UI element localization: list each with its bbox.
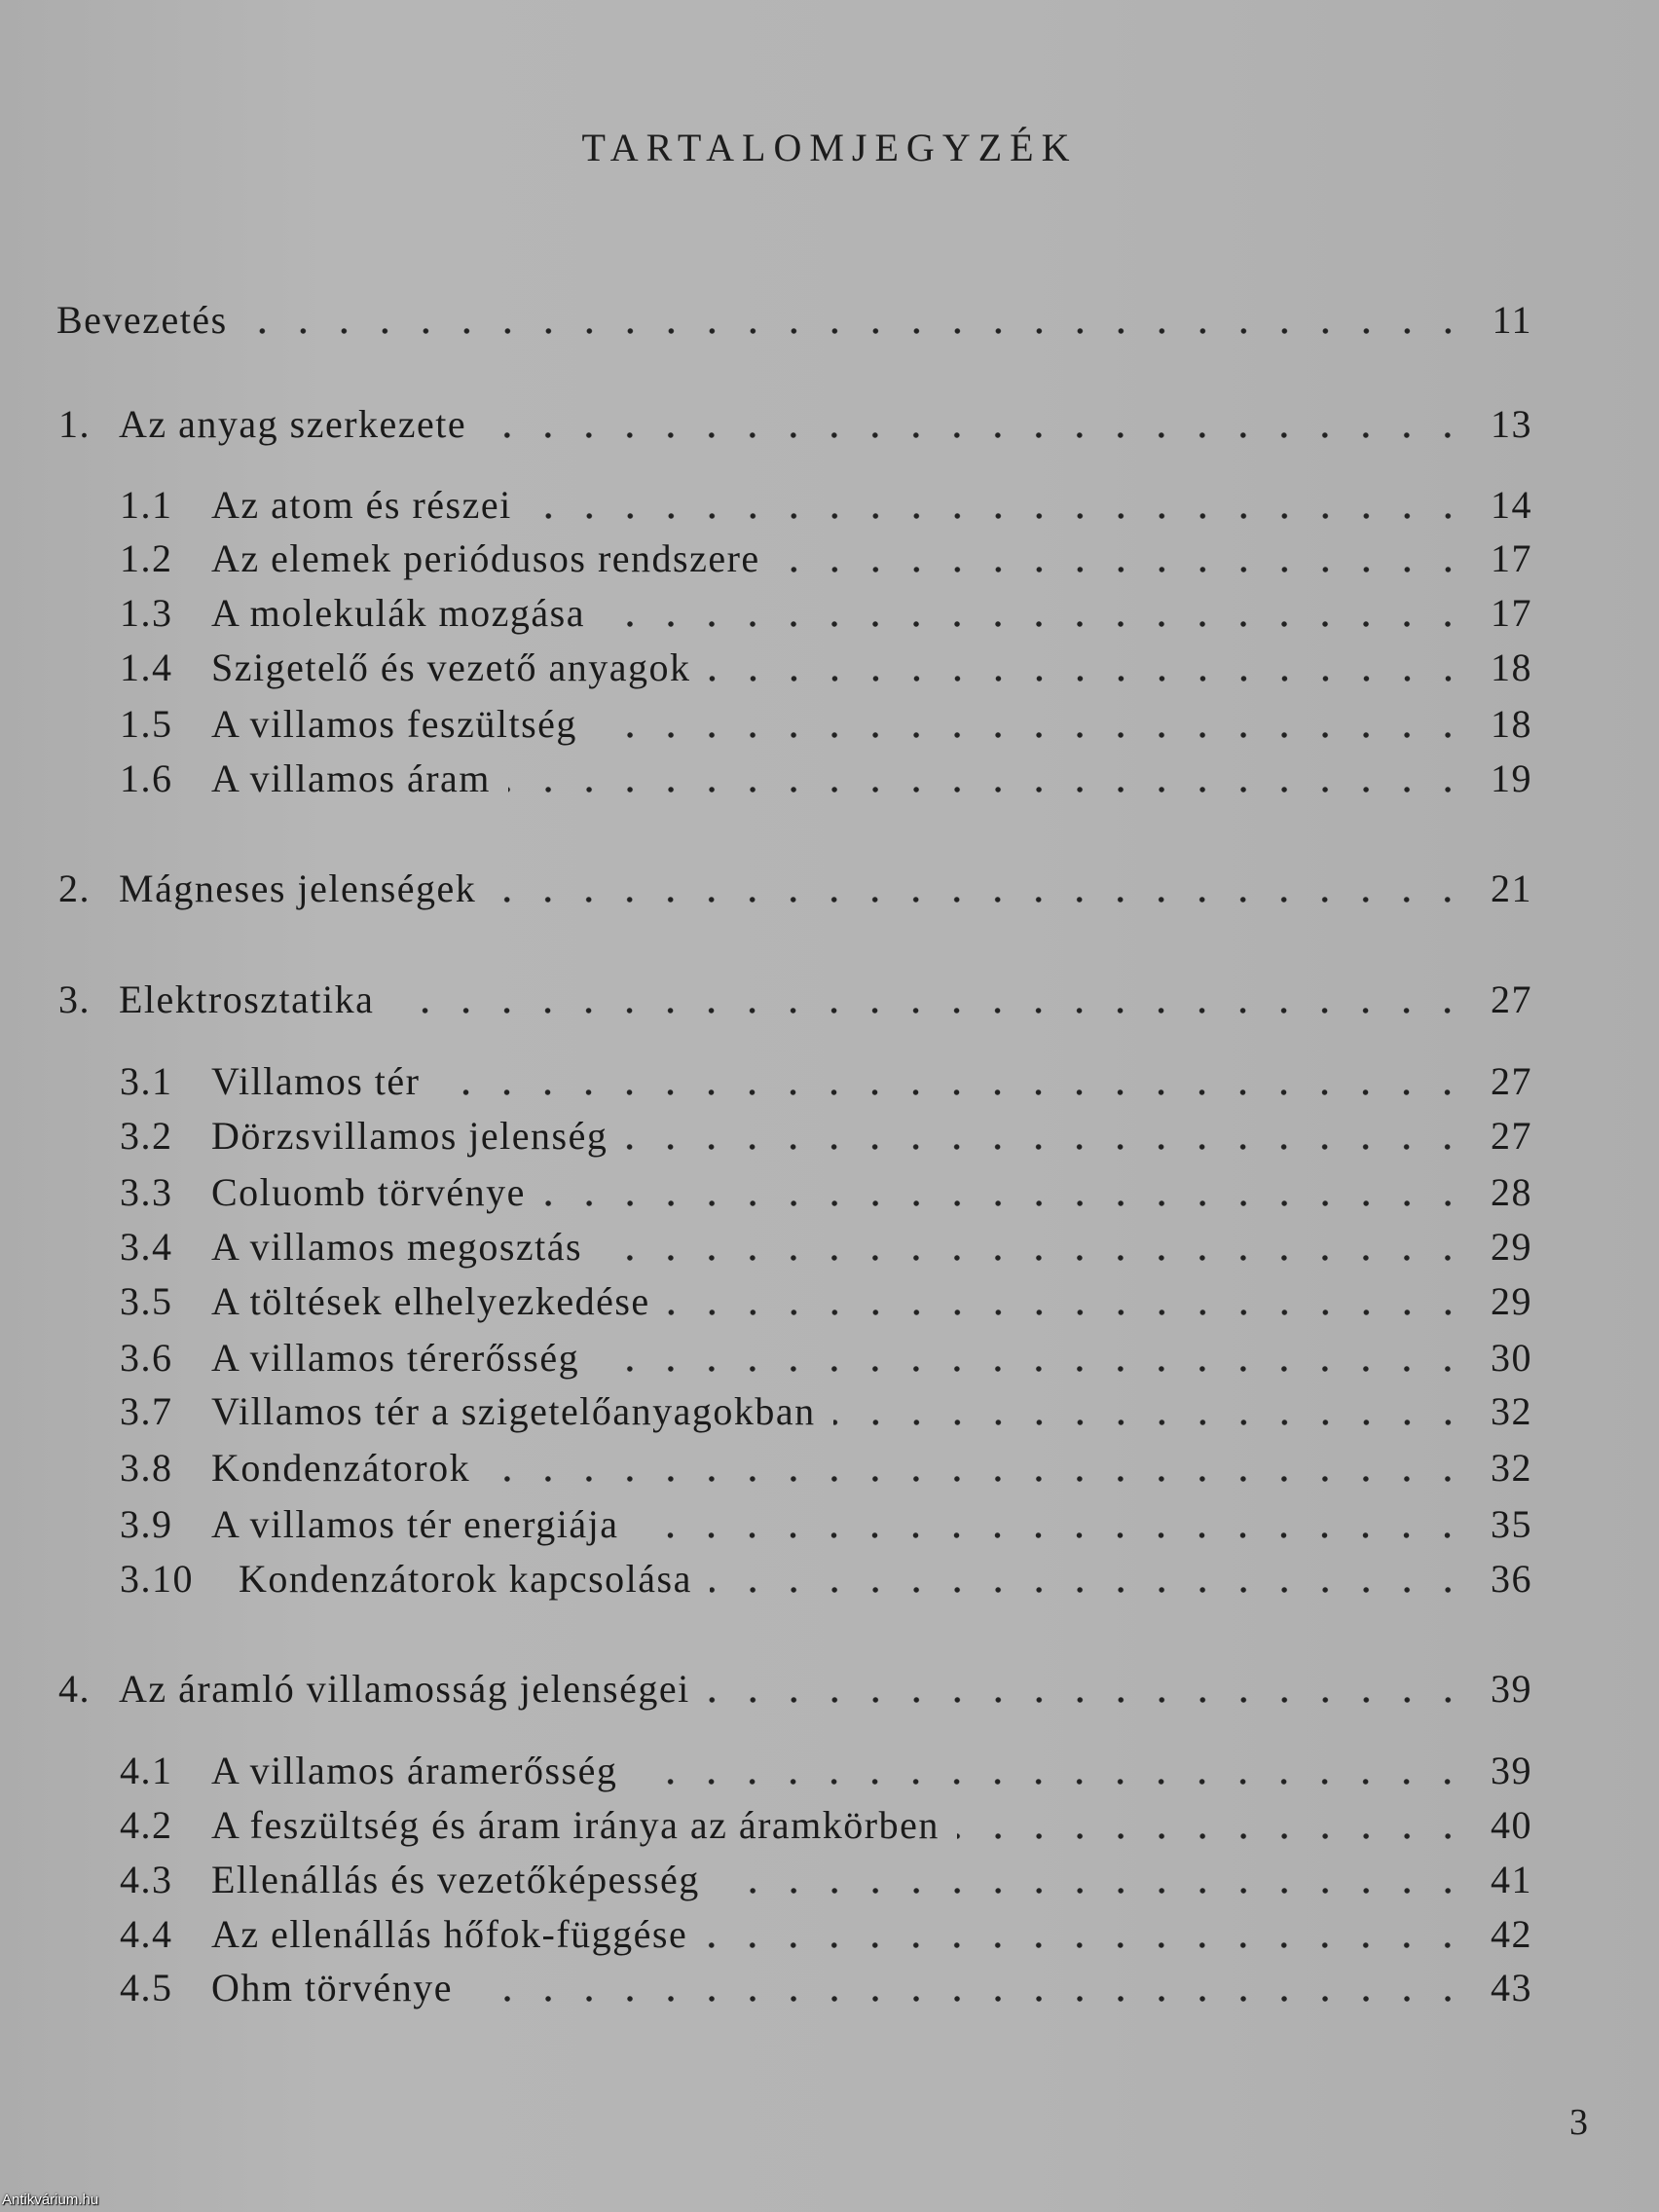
entry-number: 3.5 bbox=[120, 1279, 173, 1323]
entry-number: 1.5 bbox=[120, 702, 173, 746]
entry-number: 3.6 bbox=[120, 1336, 173, 1380]
toc-entry bbox=[120, 1857, 1532, 1907]
entry-title: Kondenzátorok kapcsolása bbox=[239, 1557, 692, 1601]
dot-leader bbox=[543, 1198, 1468, 1208]
dot-leader bbox=[470, 1994, 1468, 2004]
entry-number: 1.2 bbox=[120, 536, 173, 580]
entry-page: 11 bbox=[1492, 298, 1532, 342]
toc-entry bbox=[58, 977, 1532, 1027]
toc-entry bbox=[120, 756, 1532, 806]
entry-page: 32 bbox=[1491, 1446, 1532, 1490]
entry-page: 40 bbox=[1491, 1803, 1532, 1847]
entry-title: Villamos tér a szigetelőanyagokban bbox=[211, 1389, 816, 1433]
entry-title: Az elemek periódusos rendszere bbox=[211, 536, 760, 580]
entry-title: A töltések elhelyezkedése bbox=[211, 1279, 650, 1323]
toc-entry bbox=[120, 1113, 1532, 1163]
entry-page: 32 bbox=[1491, 1389, 1532, 1433]
toc-entry bbox=[120, 645, 1532, 695]
dot-leader bbox=[597, 1364, 1468, 1374]
dot-leader bbox=[245, 326, 1468, 336]
toc-entry bbox=[120, 590, 1532, 641]
entry-title: Ellenállás és vezetőképesség bbox=[211, 1858, 700, 1901]
entry-page: 39 bbox=[1491, 1749, 1532, 1792]
dot-leader bbox=[391, 1006, 1468, 1015]
toc-entry bbox=[120, 1911, 1532, 1962]
entry-title: A villamos tér energiája bbox=[211, 1502, 619, 1546]
toc-entry bbox=[56, 297, 1532, 348]
entry-title: Elektrosztatika bbox=[119, 977, 375, 1021]
toc-entry bbox=[120, 1748, 1532, 1798]
toc-entry bbox=[120, 1224, 1532, 1274]
dot-leader bbox=[595, 730, 1468, 740]
dot-leader bbox=[488, 1474, 1468, 1484]
toc-entry bbox=[120, 482, 1532, 533]
toc-entry bbox=[120, 1388, 1532, 1439]
toc-entry bbox=[58, 866, 1532, 916]
entry-page: 28 bbox=[1491, 1170, 1532, 1214]
dot-leader bbox=[668, 1308, 1468, 1317]
dot-leader bbox=[778, 565, 1468, 574]
page-number: 3 bbox=[1569, 2102, 1588, 2143]
entry-number: 4.3 bbox=[120, 1858, 173, 1901]
entry-page: 19 bbox=[1491, 756, 1532, 800]
entry-title: Az ellenállás hőfok-függése bbox=[211, 1912, 688, 1956]
entry-number: 1.6 bbox=[120, 756, 173, 800]
entry-page: 35 bbox=[1491, 1502, 1532, 1546]
dot-leader bbox=[625, 1142, 1468, 1152]
dot-leader bbox=[636, 1530, 1468, 1540]
entry-number: 1.3 bbox=[120, 591, 173, 635]
entry-page: 27 bbox=[1491, 977, 1532, 1021]
watermark: Antikvárium.hu bbox=[2, 2192, 99, 2208]
entry-number: 1.4 bbox=[120, 645, 173, 689]
toc-entry bbox=[58, 1666, 1532, 1716]
entry-page: 17 bbox=[1491, 536, 1532, 580]
entry-page: 14 bbox=[1491, 483, 1532, 527]
entry-page: 30 bbox=[1491, 1336, 1532, 1380]
entry-page: 29 bbox=[1491, 1279, 1532, 1323]
entry-title: A molekulák mozgása bbox=[211, 591, 585, 635]
dot-leader bbox=[705, 1940, 1468, 1950]
entry-page: 42 bbox=[1491, 1912, 1532, 1956]
entry-number: 2. bbox=[58, 866, 91, 910]
entry-page: 36 bbox=[1491, 1557, 1532, 1601]
entry-title: A villamos megosztás bbox=[211, 1225, 583, 1269]
dot-leader bbox=[957, 1831, 1468, 1841]
entry-page: 18 bbox=[1491, 702, 1532, 746]
entry-title: A villamos áramerősség bbox=[211, 1749, 618, 1792]
entry-title: Coluomb törvénye bbox=[211, 1170, 526, 1214]
toc-entry bbox=[120, 1169, 1532, 1220]
dot-leader bbox=[484, 430, 1468, 440]
entry-number: 3.4 bbox=[120, 1225, 173, 1269]
entry-title: Szigetelő és vezető anyagok bbox=[211, 645, 691, 689]
dot-leader bbox=[635, 1777, 1468, 1787]
entry-number: 4.1 bbox=[120, 1749, 173, 1792]
toc-entry bbox=[58, 401, 1532, 452]
entry-number: 3.1 bbox=[120, 1059, 173, 1103]
entry-number: 4. bbox=[58, 1667, 91, 1711]
toc-entry bbox=[120, 1278, 1532, 1329]
entry-number: 4.4 bbox=[120, 1912, 173, 1956]
dot-leader bbox=[508, 785, 1468, 794]
entry-title: Az áramló villamosság jelenségei bbox=[119, 1667, 690, 1711]
dot-leader bbox=[709, 674, 1468, 683]
entry-page: 41 bbox=[1491, 1858, 1532, 1901]
entry-title: Mágneses jelenségek bbox=[119, 866, 477, 910]
entry-page: 18 bbox=[1491, 645, 1532, 689]
entry-number: 3. bbox=[58, 977, 91, 1021]
entry-number: 3.7 bbox=[120, 1389, 173, 1433]
page-title: TARTALOMJEGYZÉK bbox=[581, 126, 1078, 169]
entry-title: Az anyag szerkezete bbox=[119, 402, 467, 446]
entry-title: Az atom és részei bbox=[211, 483, 512, 527]
toc-entry bbox=[120, 1058, 1532, 1109]
entry-page: 27 bbox=[1491, 1059, 1532, 1103]
entry-title: Dörzsvillamos jelenség bbox=[211, 1114, 608, 1158]
entry-number: 1.1 bbox=[120, 483, 173, 527]
dot-leader bbox=[710, 1585, 1468, 1595]
dot-leader bbox=[530, 511, 1468, 521]
entry-page: 43 bbox=[1491, 1966, 1532, 2009]
toc-entry bbox=[120, 701, 1532, 752]
toc-entry bbox=[120, 535, 1532, 586]
entry-title: Bevezetés bbox=[56, 298, 228, 342]
toc-entry bbox=[120, 1802, 1532, 1853]
entry-title: Villamos tér bbox=[211, 1059, 421, 1103]
entry-title: A villamos térerősség bbox=[211, 1336, 580, 1380]
entry-number: 3.8 bbox=[120, 1446, 173, 1490]
entry-number: 3.3 bbox=[120, 1170, 173, 1214]
dot-leader bbox=[833, 1418, 1468, 1427]
entry-number: 3.2 bbox=[120, 1114, 173, 1158]
entry-page: 21 bbox=[1491, 866, 1532, 910]
entry-page: 17 bbox=[1491, 591, 1532, 635]
entry-title: A villamos áram bbox=[211, 756, 491, 800]
entry-page: 27 bbox=[1491, 1114, 1532, 1158]
entry-title: A villamos feszültség bbox=[211, 702, 577, 746]
entry-number: 4.2 bbox=[120, 1803, 173, 1847]
toc-entry bbox=[120, 1501, 1532, 1552]
dot-leader bbox=[437, 1088, 1468, 1097]
toc-entry bbox=[120, 1445, 1532, 1495]
entry-title: A feszültség és áram iránya az áramkörben bbox=[211, 1803, 940, 1847]
toc-entry bbox=[120, 1556, 1532, 1606]
toc-entry bbox=[120, 1965, 1532, 2015]
entry-number: 3.9 bbox=[120, 1502, 173, 1546]
entry-page: 29 bbox=[1491, 1225, 1532, 1269]
dot-leader bbox=[718, 1886, 1468, 1896]
entry-title: Ohm törvénye bbox=[211, 1966, 453, 2009]
entry-page: 13 bbox=[1491, 402, 1532, 446]
entry-number: 3.10 bbox=[120, 1557, 194, 1601]
entry-title: Kondenzátorok bbox=[211, 1446, 471, 1490]
entry-number: 1. bbox=[58, 402, 91, 446]
dot-leader bbox=[600, 1253, 1468, 1263]
entry-page: 39 bbox=[1491, 1667, 1532, 1711]
dot-leader bbox=[494, 895, 1468, 904]
dot-leader bbox=[708, 1695, 1468, 1705]
dot-leader bbox=[603, 619, 1468, 629]
toc-entry bbox=[120, 1335, 1532, 1385]
entry-number: 4.5 bbox=[120, 1966, 173, 2009]
